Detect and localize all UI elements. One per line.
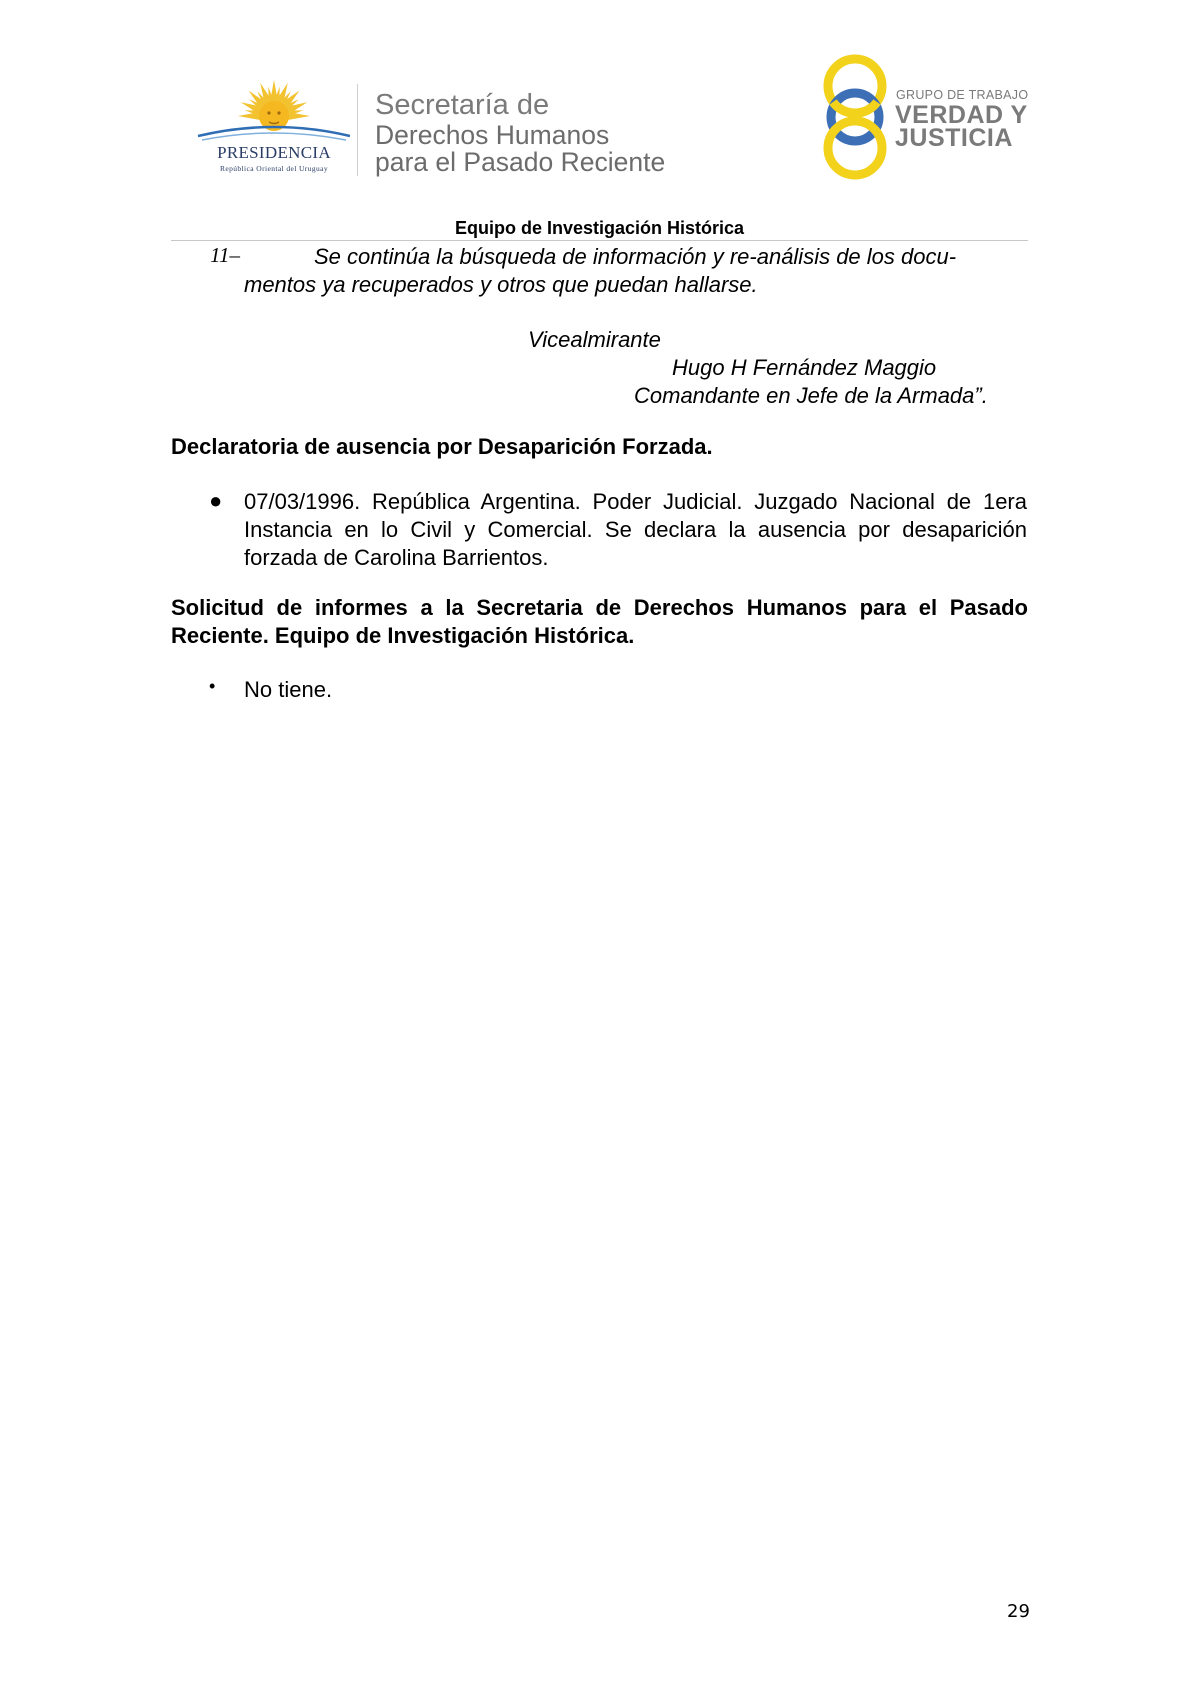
item-number: 11– (210, 243, 240, 267)
secretaria-line-2: Derechos Humanos (375, 120, 610, 150)
section-2-bullet: No tiene. (244, 677, 333, 702)
bullet-icon: • (209, 676, 216, 696)
grupo-de-trabajo-label: GRUPO DE TRABAJO (896, 88, 1029, 102)
signature-rank: Vicealmirante (528, 327, 661, 352)
header-divider (357, 84, 358, 176)
item-11-line-2: mentos ya recuperados y otros que puedan hallarse. (244, 272, 758, 297)
bullet-icon: ● (209, 488, 223, 513)
team-title: Equipo de Investigación Histórica (454, 218, 745, 238)
signature-name: Hugo H Fernández Maggio (672, 355, 937, 380)
presidencia-sun-logo (196, 78, 352, 178)
header-rule (171, 240, 1028, 241)
secretaria-line-3: para el Pasado Reciente (375, 147, 666, 177)
presidencia-wordmark: PRESIDENCIA (217, 143, 331, 162)
signature-title: Comandante en Jefe de la Armada”. (634, 383, 988, 408)
verdad-justicia-rings-logo (818, 54, 900, 180)
justicia-label: JUSTICIA (895, 124, 1013, 152)
section-1-bullet: 07/03/1996. República Argentina. Poder Judicial. Juzgado Nacional de 1era Instancia en lo Civil y Comercial. Se declara la ausencia por desaparición forzada de Carolina Barrientos. (244, 489, 1027, 570)
section-1-heading: Declaratoria de ausencia por Desaparición Forzada. (171, 434, 713, 459)
item-11-line-1: Se continúa la búsqueda de información y re-análisis de los docu- (314, 244, 957, 269)
secretaria-line-1: Secretaría de (375, 89, 550, 121)
verdad-y-label: VERDAD Y (895, 101, 1028, 129)
page-number: 29 (1007, 1601, 1030, 1622)
presidencia-subtitle: República Oriental del Uruguay (219, 164, 328, 173)
section-2-heading: Solicitud de informes a la Secretaria de Derechos Humanos para el Pasado Reciente. Equipo de Investigación Histórica. (171, 595, 1028, 648)
